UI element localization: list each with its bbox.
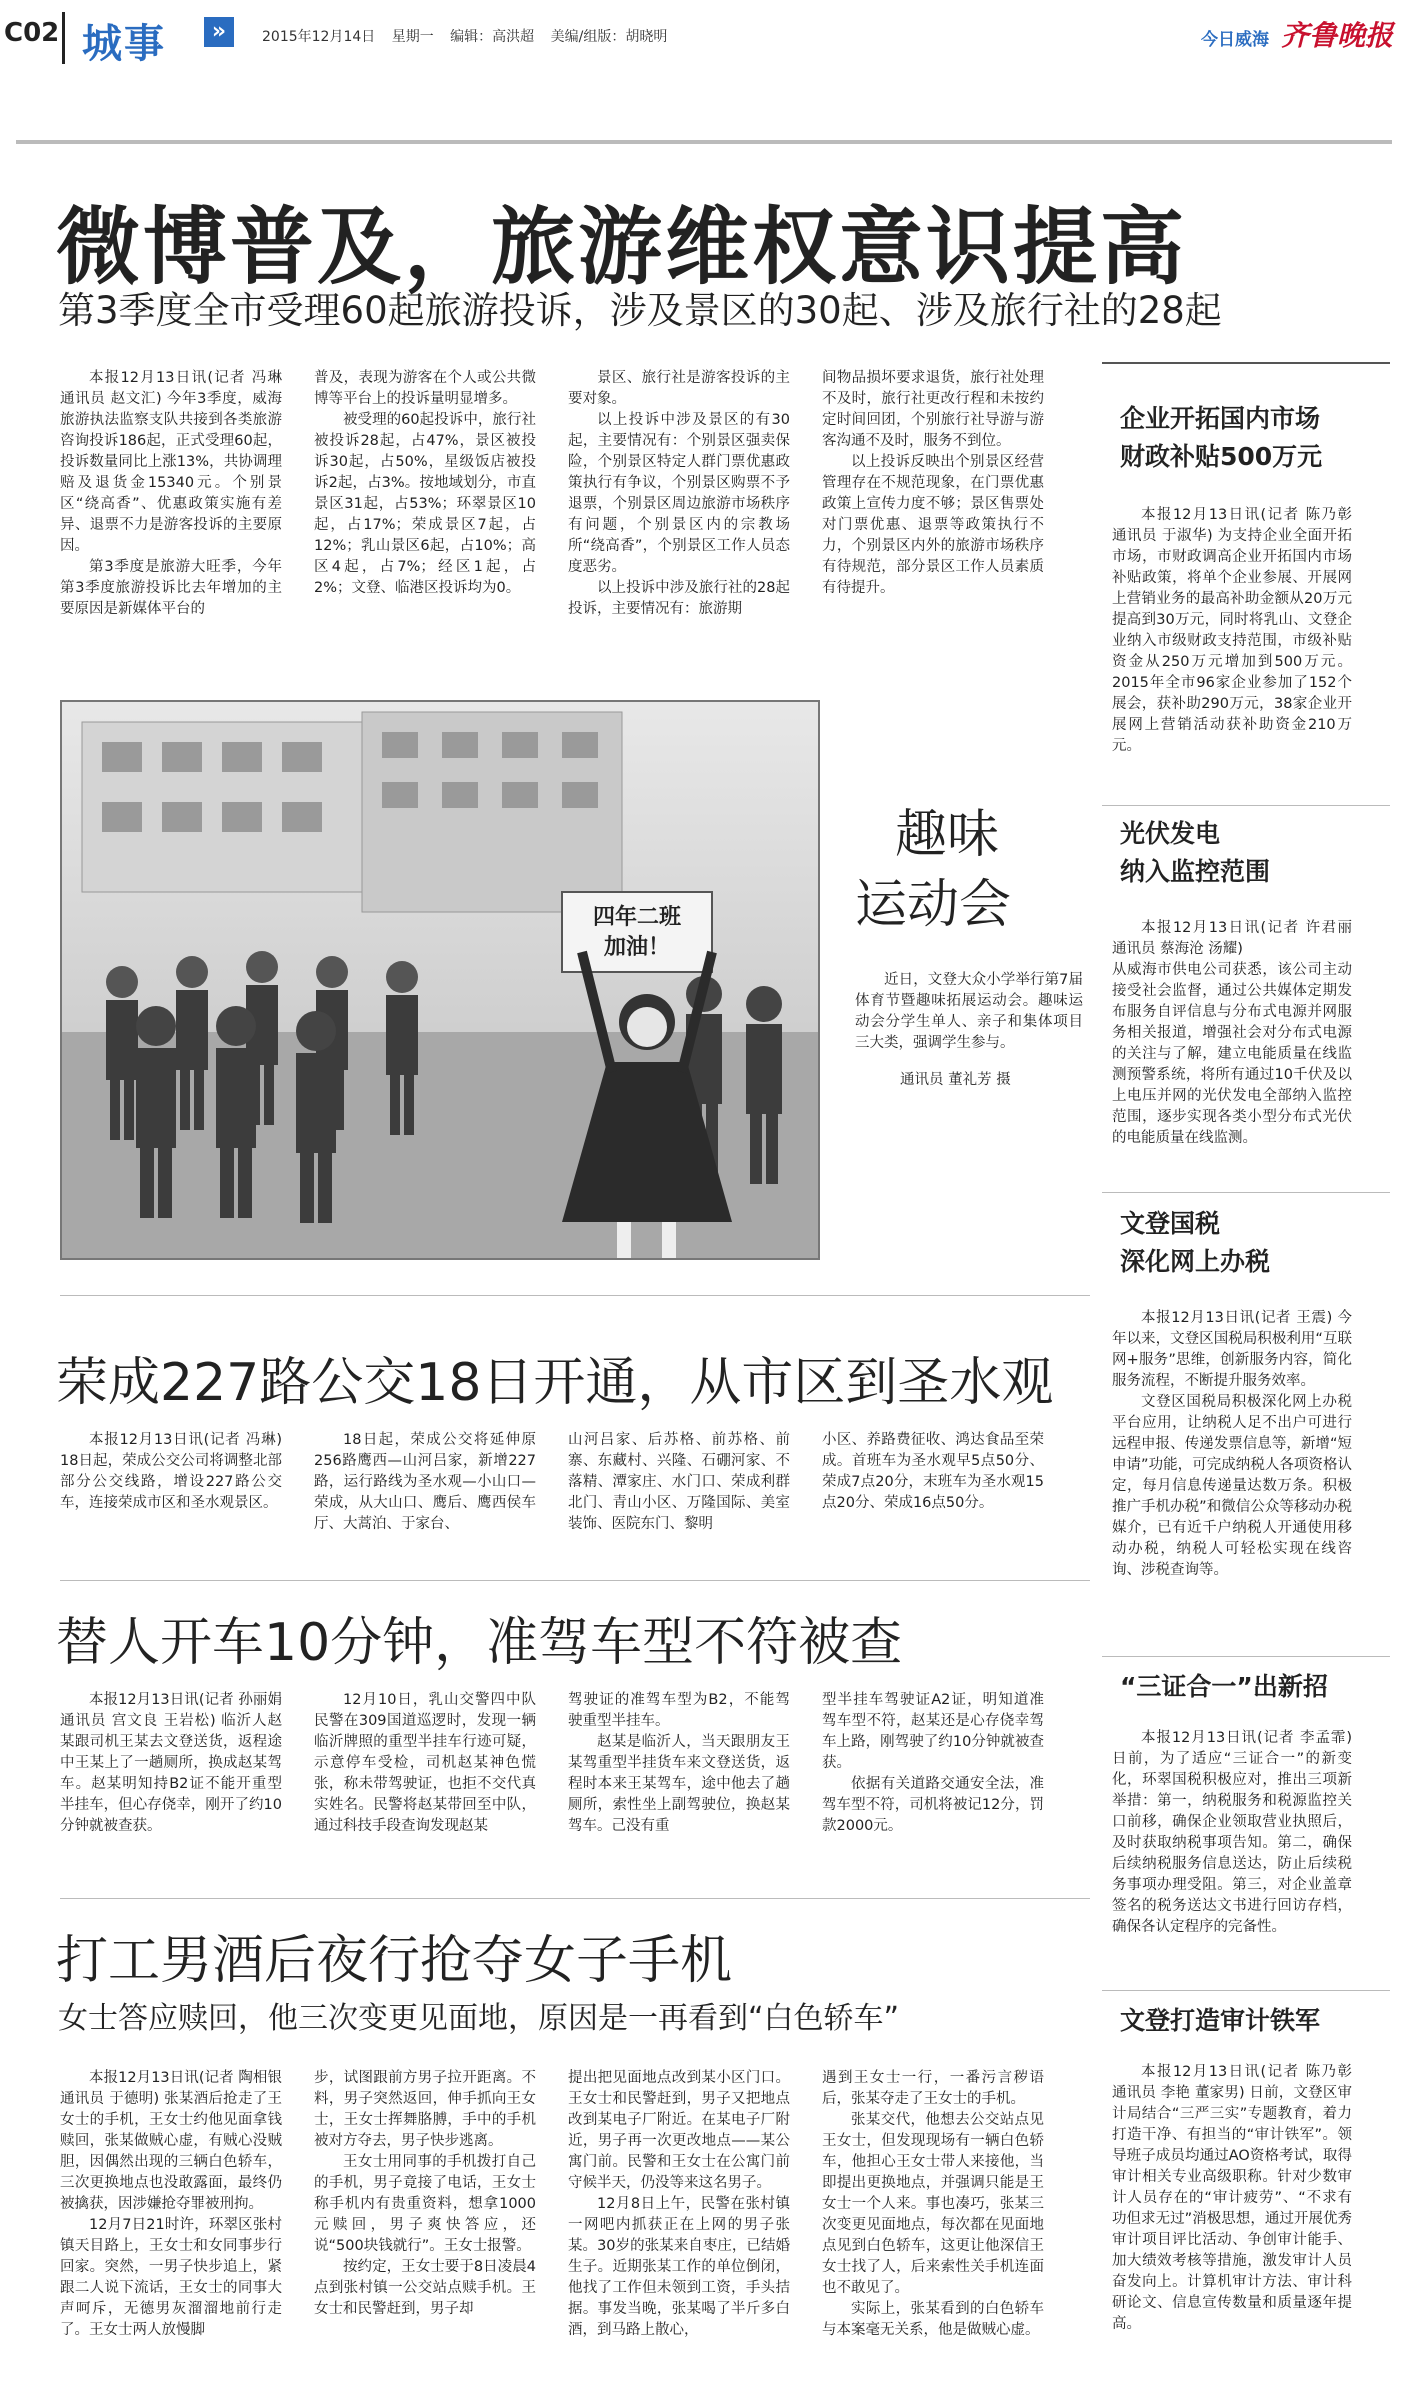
section-divider — [1102, 805, 1390, 806]
brief-1-body — [1112, 505, 1352, 757]
header-rule — [16, 140, 1392, 144]
brief-3-body — [1112, 1308, 1352, 1581]
paragraph: 被受理的60起投诉中，旅行社被投诉28起，占47%，景区被投诉30起，占50%，星级饭店被投诉2起，占3%。按地域划分，市直景区31起，占53%；环翠景区10起，占17%；荣成景区7起，占12%；乳山景区6起，占10%；高区4起，占7%；经区1起，占2%；文登、临港区投诉均为0。 — [314, 412, 536, 596]
brief-2-title — [1120, 815, 1270, 891]
paragraph: 以上投诉中涉及旅行社的28起投诉，主要情况有：旅游期 — [568, 580, 790, 617]
drive-col-3 — [568, 1690, 790, 1837]
brief-title-line: 企业开拓国内市场 — [1120, 404, 1321, 433]
section-divider — [60, 1898, 1090, 1899]
theft-subhead: 女士答应赎回，他三次变更见面地，原因是一再看到“白色轿车” — [58, 2001, 900, 2036]
section-divider — [1102, 1192, 1390, 1193]
paragraph: 以上投诉中涉及景区的有30起，主要情况有：个别景区强卖保险，个别景区特定人群门票优惠政策执行有争议，个别景区购票不予退票，个别景区周边旅游市场秩序有问题，个别景区内的宗教场所“绕高香”，个别景区工作人员态度恶劣。 — [568, 412, 790, 575]
section-divider — [60, 1580, 1090, 1581]
photo-feature-title — [855, 800, 1011, 940]
brand-edition: 今日威海 — [1200, 30, 1269, 50]
paragraph: 王女士用同事的手机拨打自己的手机，男子竟接了电话，王女士称手机内有贵重资料，想拿1000元赎回，男子爽快答应，还说“500块钱就行”。王女士报警。 — [314, 2154, 536, 2254]
paragraph: 文登区国税局积极深化网上办税平台应用，让纳税人足不出户可进行远程申报、传递发票信息等，新增“短申请”功能，可完成纳税人各项资格认定，每月信息传递量达数万条。积极推广手机办税”和微信公众等移动办税媒介，已有近千户纳税人开通使用移动办税，纳税人可轻松实现在线咨询、涉税查询等。 — [1112, 1394, 1352, 1578]
paragraph: 12月10日，乳山交警四中队民警在309国道巡逻时，发现一辆临沂牌照的重型半挂车行迹可疑，示意停车受检，司机赵某神色慌张，称未带驾驶证，也拒不交代真实姓名。民警将赵某带回至中队，通过科技手段查询发现赵某 — [314, 1692, 536, 1834]
main-col-3 — [568, 368, 790, 620]
brief-title-line: 文登打造审计铁军 — [1120, 2006, 1321, 2035]
section-divider — [1102, 1990, 1390, 1991]
brief-title-line: 财政补贴500万元 — [1120, 442, 1323, 471]
news-photo — [60, 700, 820, 1260]
issue-meta — [262, 26, 679, 46]
chevron-right-icon: » — [204, 17, 234, 47]
sidebar-rule — [1102, 362, 1390, 364]
brief-5-title — [1120, 2002, 1320, 2040]
issue-editor: 编辑：高洪超 — [450, 29, 535, 45]
paragraph: 按约定，王女士要于8日凌晨4点到张村镇一公交站点赎手机。王女士和民警赶到，男子却 — [314, 2259, 536, 2317]
theft-col-3 — [568, 2068, 790, 2341]
bus-col-2 — [314, 1430, 536, 1535]
paragraph: 本报12月13日讯(记者 陈乃彰 通讯员 李艳 董家男) 日前，文登区审计局结合“三严三实”专题教育，着力打造干净、有担当的“审计铁军”。领导班子成员均通过AO资格考试，取得审计相关专业高级职称。针对少数审计人员存在的“审计疲劳”、“不求有功但求无过”消极思想，通过开展优秀审计项目评比活动、争创审计能手、加大绩效考核等措施，激发审计人员奋发向上。计算机审计方法、审计科研论文、信息宣传数量和质量逐年提高。 — [1112, 2064, 1352, 2332]
paragraph: 张某交代，他想去公交站点见王女士，但发现现场有一辆白色轿车，他担心王女士带人来接他，当即提出更换地点，并强调只能是王女士一个人来。事也凑巧，张某三次变更见面地点，每次都在见面地点见到白色轿车，这更让他深信王女士找了人，后来索性关手机连面也不敢见了。 — [822, 2112, 1044, 2296]
main-col-2 — [314, 368, 536, 599]
paragraph: 山河吕家、后苏格、前苏格、前寨、东藏村、兴隆、石硼河家、不落精、潭家庄、水门口、荣成利群北门、青山小区、万隆国际、美室装饰、医院东门、黎明 — [568, 1432, 790, 1532]
paragraph: 本报12月13日讯(记者 李孟霏) 日前，为了适应“三证合一”的新变化，环翠国税积极应对，推出三项新举措：第一，纳税服务和税源监控关口前移，确保企业领取营业执照后，及时获取纳税事项告知。第二，确保后续纳税服务信息送达，防止后续税务事项办理受阻。第三，对企业盖章签名的税务送达文书进行回访存档，确保各认定程序的完备性。 — [1112, 1730, 1352, 1935]
paragraph: 实际上，张某看到的白色轿车与本案毫无关系，他是做贼心虚。 — [822, 2301, 1044, 2338]
bus-col-4 — [822, 1430, 1044, 1514]
paragraph: 本报12月13日讯(记者 孙丽娟 通讯员 宫文良 王岩松) 临沂人赵某跟司机王某去文登送货，返程途中王某上了一趟厕所，换成赵某驾车。赵某明知持B2证不能开重型半挂车，但心存侥幸，刚开了约10分钟就被查获。 — [60, 1692, 282, 1834]
brief-title-line: “三证合一”出新招 — [1120, 1672, 1328, 1701]
photo-title-line-2: 运动会 — [855, 875, 1012, 935]
paragraph: 本报12月13日讯(记者 冯琳 通讯员 赵文汇) 今年3季度，威海旅游执法监察支队共接到各类旅游咨询投诉186起，正式受理60起，投诉数量同比上涨13%，共协调理赔及退货金15340元。个别景区“绕高香”、优惠政策实施有差异、退票不力是游客投诉的主要原因。 — [60, 370, 282, 554]
section-title: 城事 — [82, 21, 166, 67]
theft-col-2 — [314, 2068, 536, 2320]
brand — [1201, 14, 1393, 54]
paragraph: 赵某是临沂人，当天跟朋友王某驾重型半挂货车来文登送货，返程时本来王某驾车，途中他去了趟厕所，索性坐上副驾驶位，换赵某驾车。己没有重 — [568, 1734, 790, 1834]
drive-col-4 — [822, 1690, 1044, 1837]
section-divider — [60, 1295, 1090, 1296]
brief-title-line: 文登国税 — [1120, 1209, 1221, 1238]
header-divider — [62, 12, 65, 64]
paragraph: 18日起，荣成公交将延伸原256路鹰西—山河吕家，新增227路，运行路线为圣水观—小山口—荣成，从大山口、鹰后、鹰西侯车厅、大蒿泊、于家台、 — [314, 1432, 536, 1532]
theft-col-1 — [60, 2068, 282, 2341]
theft-headline: 打工男酒后夜行抢夺女子手机 — [56, 1931, 733, 1991]
photo-caption: 近日，文登大众小学举行第7届体育节暨趣味拓展运动会。趣味运动会分学生单人、亲子和集体项目三大类，强调学生参与。 — [855, 972, 1083, 1051]
brief-5-body — [1112, 2062, 1352, 2335]
brief-3-title — [1120, 1205, 1270, 1281]
paragraph: 驾驶证的准驾车型为B2，不能驾驶重型半挂车。 — [568, 1692, 790, 1729]
drive-col-2 — [314, 1690, 536, 1837]
main-col-4 — [822, 368, 1044, 599]
drive-col-1 — [60, 1690, 282, 1837]
sports-meet-photo-illustration — [62, 702, 820, 1260]
main-headline: 微博普及，旅游维权意识提高 — [56, 197, 1188, 296]
main-col-1 — [60, 368, 282, 620]
photo-title-line-1: 趣味 — [895, 805, 1000, 865]
paragraph: 本报12月13日讯(记者 陈乃彰 通讯员 于淑华) 为支持企业全面开拓市场，市财政调高企业开拓国内市场补贴政策，将单个企业参展、开展网上营销业务的最高补助金额从20万元提高到30万元，同时将乳山、文登企业纳入市级财政支持范围，市级补贴资金从250万元增加到500万元。2015年全市96家企业参加了152个展会，获补助290万元，38家企业开展网上营销活动获补助资金210万元。 — [1112, 507, 1352, 754]
main-subhead: 第3季度全市受理60起旅游投诉，涉及景区的30起、涉及旅行社的28起 — [58, 289, 1222, 332]
paragraph: 本报12月13日讯(记者 陶相银 通讯员 于德明) 张某酒后抢走了王女士的手机，王女士约他见面拿钱赎回，张某做贼心虚，有贼心没贼胆，因偶然出现的三辆白色轿车，三次更换地点也没敢露面，最终仍被擒获，因涉嫌抢夺罪被刑拘。 — [60, 2070, 282, 2212]
theft-col-4 — [822, 2068, 1044, 2341]
paragraph: 从威海市供电公司获悉，该公司主动接受社会监督，通过公共媒体定期发布服务自评信息与分布式电源并网服务相关报道，增强社会对分布式电源的关注与了解，建立电能质量在线监测预警系统，将所有通过10千伏及以上电压并网的光伏发电全部纳入监控范围，逐步实现各类小型分布式光伏的电能质量在线监测。 — [1112, 962, 1352, 1146]
brief-2-body — [1112, 918, 1352, 1149]
paragraph: 型半挂车驾驶证A2证，明知道准驾车型不符，赵某还是心存侥幸驾车上路，刚驾驶了约10分钟就被查获。 — [822, 1692, 1044, 1771]
brief-4-title — [1120, 1668, 1328, 1706]
paragraph: 本报12月13日讯(记者 冯琳) 18日起，荣成公交公司将调整北部部分公交线路，增设227路公交车，连接荣成市区和圣水观景区。 — [60, 1432, 282, 1511]
paragraph: 以上投诉反映出个别景区经营管理存在不规范现象，在门票优惠政策上宣传力度不够；景区售票处对门票优惠、退票等政策执行不力，个别景区内外的旅游市场秩序有待规范，部分景区工作人员素质有待提升。 — [822, 454, 1044, 596]
paragraph: 本报12月13日讯(记者 许君丽 通讯员 蔡海沧 汤耀) — [1112, 920, 1352, 957]
section-divider — [1102, 1656, 1390, 1657]
paragraph: 提出把见面地点改到某小区门口。王女士和民警赶到，男子又把地点改到某电子厂附近。在某电子厂附近，男子再一次更改地点——某公寓门前。民警和王女士在公寓门前守候半天，仍没等来这名男子。 — [568, 2070, 790, 2191]
paragraph: 本报12月13日讯(记者 王震) 今年以来，文登区国税局积极利用“互联网+服务”思维，创新服务内容，简化服务流程，不断提升服务效率。 — [1112, 1310, 1352, 1389]
issue-designer: 美编/组版：胡晓明 — [550, 29, 668, 45]
photo-credit: 通讯员 董礼芳 摄 — [900, 1072, 1011, 1088]
brief-title-line: 光伏发电 — [1120, 819, 1221, 848]
photo-sign-line-2: 加油！ — [603, 935, 671, 960]
paragraph: 间物品损坏要求退货，旅行社处理不及时，旅行社更改行程和未按约定时间回团，个别旅行社导游与游客沟通不及时，服务不到位。 — [822, 370, 1044, 449]
bus-headline: 荣成227路公交18日开通，从市区到圣水观 — [56, 1353, 1054, 1413]
paragraph: 景区、旅行社是游客投诉的主要对象。 — [568, 370, 790, 407]
issue-date: 2015年12月14日 — [262, 29, 376, 45]
paragraph: 12月8日上午，民警在张村镇一网吧内抓获正在上网的男子张某。30岁的张某来自枣庄，已结婚生子。近期张某工作的单位倒闭，他找了工作但未领到工资，手头拮据。事发当晚，张某喝了半斤多白酒，到马路上散心， — [568, 2196, 790, 2338]
photo-sign-line-1: 四年二班 — [592, 905, 682, 930]
brief-title-line: 纳入监控范围 — [1120, 857, 1271, 886]
paragraph: 遇到王女士一行，一番污言秽语后，张某夺走了王女士的手机。 — [822, 2070, 1044, 2107]
brief-4-body — [1112, 1728, 1352, 1938]
paragraph: 小区、养路费征收、鸿达食品至荣成。首班车为圣水观早5点50分、荣成7点20分，末班车为圣水观15点20分、荣成16点50分。 — [822, 1432, 1044, 1511]
paragraph: 第3季度是旅游大旺季，今年第3季度旅游投诉比去年增加的主要原因是新媒体平台的 — [60, 559, 282, 617]
paragraph: 步，试图跟前方男子拉开距离。不料，男子突然返回，伸手抓向王女士，王女士挥舞胳膊，手中的手机被对方夺去，男子快步逃离。 — [314, 2070, 536, 2149]
paragraph: 12月7日21时许，环翠区张村镇天目路上，王女士和女同事步行回家。突然，一男子快步追上，紧跟二人说下流话，王女士的同事大声呵斥，无德男灰溜溜地前行走了。王女士两人放慢脚 — [60, 2217, 282, 2338]
bus-col-3 — [568, 1430, 790, 1535]
brief-1-title — [1120, 400, 1322, 476]
bus-col-1 — [60, 1430, 282, 1514]
brand-logo: 齐鲁晚报 — [1280, 19, 1393, 52]
paragraph: 普及，表现为游客在个人或公共微博等平台上的投诉量明显增多。 — [314, 370, 536, 407]
brief-title-line: 深化网上办税 — [1120, 1247, 1271, 1276]
paragraph: 依据有关道路交通安全法，准驾车型不符，司机将被记12分，罚款2000元。 — [822, 1776, 1044, 1834]
drive-headline: 替人开车10分钟，准驾车型不符被查 — [56, 1613, 903, 1673]
issue-weekday: 星期一 — [391, 29, 434, 45]
page-number: C02 — [4, 18, 60, 48]
